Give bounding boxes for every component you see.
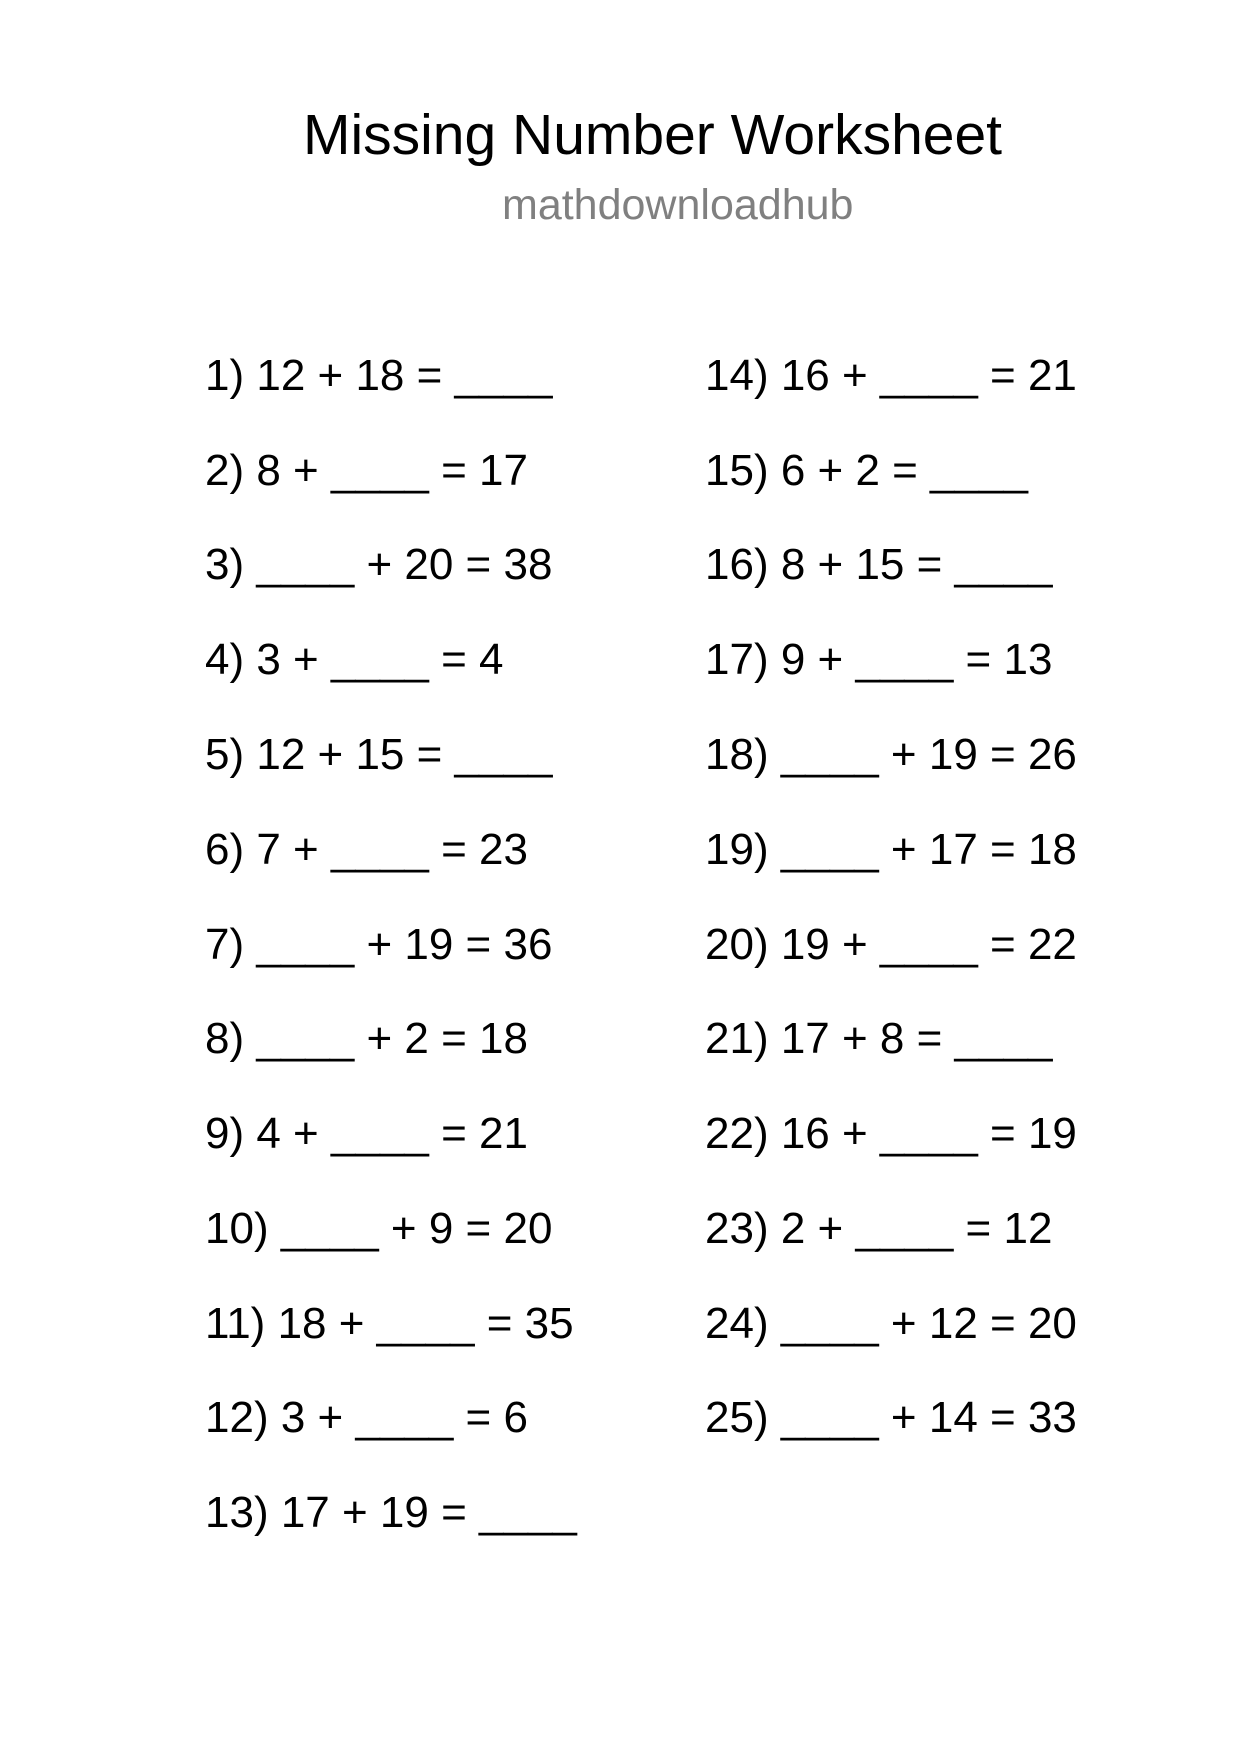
problem-number: 14): [705, 351, 769, 400]
problem-equation[interactable]: 17 + 19 = ____: [280, 1488, 577, 1537]
problem-equation[interactable]: 12 + 15 = ____: [256, 730, 553, 779]
problem-number: 20): [705, 920, 769, 969]
problem-equation[interactable]: 16 + ____ = 19: [780, 1109, 1077, 1158]
problem-number: 19): [705, 825, 769, 874]
problem-7: [205, 920, 553, 969]
worksheet-title: Missing Number Worksheet: [303, 103, 1003, 167]
problem-number: 12): [205, 1393, 269, 1442]
problem-number: 22): [705, 1109, 769, 1158]
problem-3: [205, 540, 553, 589]
problem-number: 5): [205, 730, 245, 779]
problem-number: 18): [705, 730, 769, 779]
problem-8: [205, 1014, 528, 1063]
problem-number: 23): [705, 1204, 769, 1253]
problem-19: [705, 825, 1077, 874]
problem-number: 4): [205, 635, 245, 684]
problem-number: 9): [205, 1109, 245, 1158]
problem-number: 2): [205, 446, 245, 495]
problem-equation[interactable]: ____ + 19 = 26: [780, 730, 1077, 779]
problem-number: 10): [205, 1204, 269, 1253]
problem-number: 11): [205, 1299, 266, 1348]
problem-equation[interactable]: 7 + ____ = 23: [256, 825, 528, 874]
problem-equation[interactable]: 19 + ____ = 22: [780, 920, 1077, 969]
problem-equation[interactable]: ____ + 14 = 33: [780, 1393, 1077, 1442]
problem-equation[interactable]: 18 + ____ = 35: [277, 1299, 574, 1348]
problem-equation[interactable]: 2 + ____ = 12: [780, 1204, 1053, 1253]
problem-23: [705, 1204, 1053, 1253]
problem-equation[interactable]: ____ + 19 = 36: [256, 920, 553, 969]
problem-number: 24): [705, 1299, 769, 1348]
problem-number: 17): [705, 635, 769, 684]
problem-number: 16): [705, 540, 769, 589]
problem-17: [705, 635, 1053, 684]
problem-number: 25): [705, 1393, 769, 1442]
problem-16: [705, 540, 1053, 589]
problem-13: [205, 1488, 577, 1537]
problem-equation[interactable]: 8 + 15 = ____: [780, 540, 1053, 589]
problem-number: 13): [205, 1488, 269, 1537]
problem-4: [205, 635, 504, 684]
problem-equation[interactable]: 17 + 8 = ____: [780, 1014, 1053, 1063]
problem-6: [205, 825, 528, 874]
problem-equation[interactable]: ____ + 12 = 20: [780, 1299, 1077, 1348]
problem-equation[interactable]: 3 + ____ = 4: [256, 635, 504, 684]
problem-number: 7): [205, 920, 245, 969]
problem-number: 3): [205, 540, 245, 589]
problem-equation[interactable]: 3 + ____ = 6: [280, 1393, 528, 1442]
problem-number: 1): [205, 351, 245, 400]
worksheet-source: mathdownloadhub: [502, 181, 854, 229]
problem-9: [205, 1109, 528, 1158]
problem-equation[interactable]: ____ + 20 = 38: [256, 540, 553, 589]
problem-number: 21): [705, 1014, 769, 1063]
problem-equation[interactable]: 6 + 2 = ____: [780, 446, 1028, 495]
problem-equation[interactable]: ____ + 17 = 18: [780, 825, 1077, 874]
problem-5: [205, 730, 553, 779]
problem-equation[interactable]: ____ + 9 = 20: [280, 1204, 553, 1253]
problem-equation[interactable]: 8 + ____ = 17: [256, 446, 528, 495]
problem-10: [205, 1204, 553, 1253]
problem-equation[interactable]: 9 + ____ = 13: [780, 635, 1053, 684]
problem-12: [205, 1393, 528, 1442]
problem-equation[interactable]: 12 + 18 = ____: [256, 351, 553, 400]
problem-equation[interactable]: ____ + 2 = 18: [256, 1014, 528, 1063]
problem-18: [705, 730, 1077, 779]
problem-number: 15): [705, 446, 769, 495]
problem-20: [705, 920, 1077, 969]
problem-11: [205, 1299, 574, 1348]
problem-14: [705, 351, 1077, 400]
problem-number: 6): [205, 825, 245, 874]
problem-equation[interactable]: 4 + ____ = 21: [256, 1109, 528, 1158]
problem-1: [205, 351, 553, 400]
problem-25: [705, 1393, 1077, 1442]
problem-2: [205, 446, 528, 495]
problem-equation[interactable]: 16 + ____ = 21: [780, 351, 1077, 400]
problem-number: 8): [205, 1014, 245, 1063]
problem-15: [705, 446, 1028, 495]
problem-24: [705, 1299, 1077, 1348]
problem-22: [705, 1109, 1077, 1158]
problem-21: [705, 1014, 1053, 1063]
